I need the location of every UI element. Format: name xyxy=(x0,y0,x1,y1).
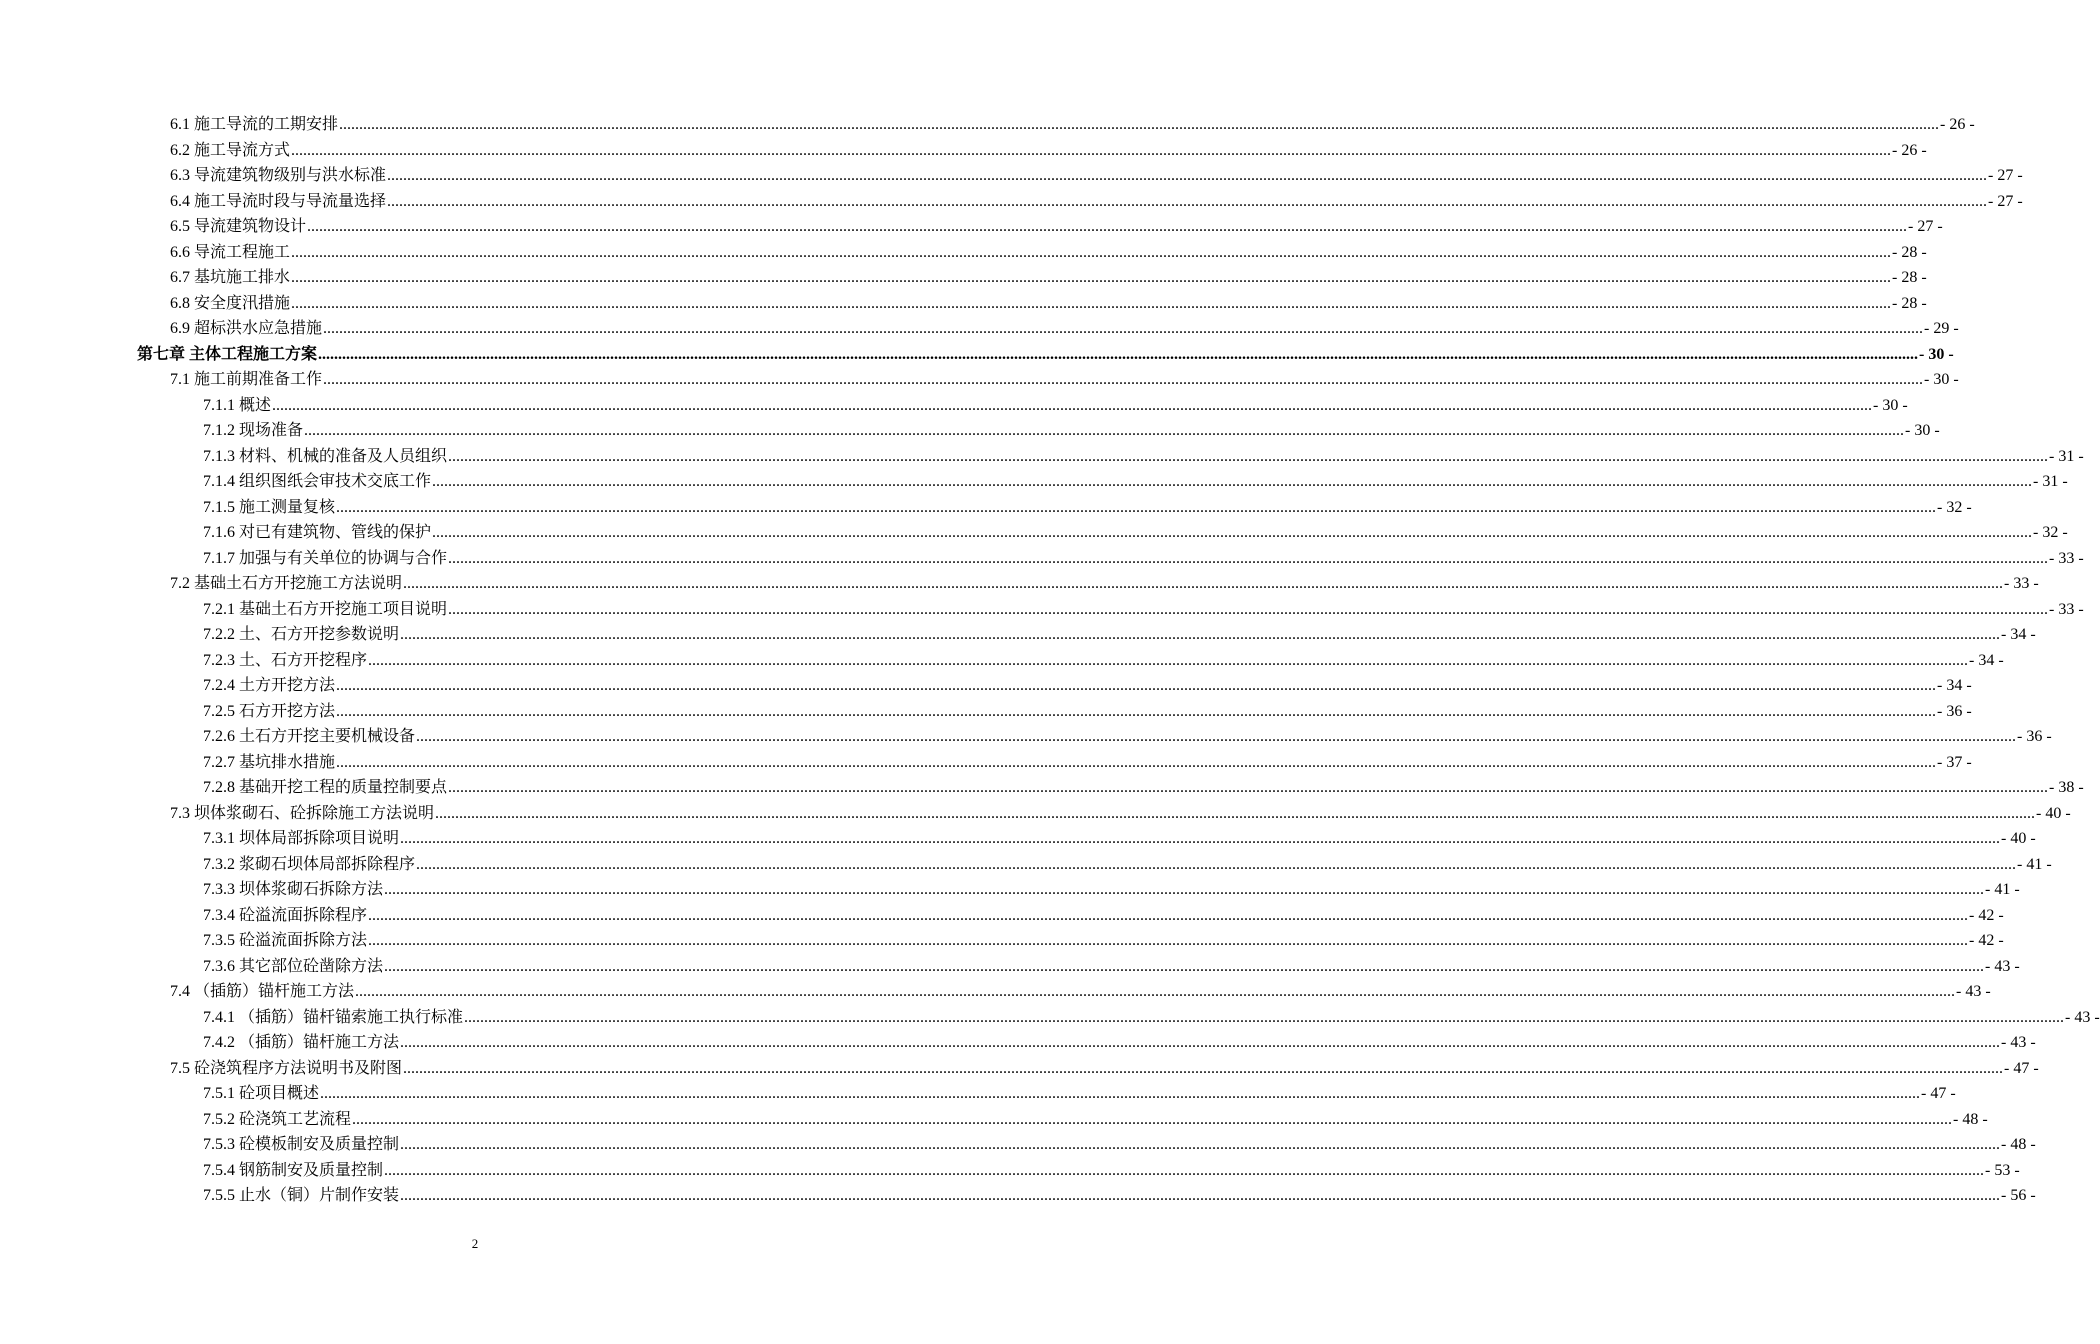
toc-entry-page: - 33 - xyxy=(2049,600,2084,618)
toc-entry-page: - 32 - xyxy=(1937,498,1972,516)
toc-leader-dots: ................................................................................................................................................................................................................................................................................................................................................................................................................ xyxy=(400,1187,2001,1204)
toc-entry-page: - 40 - xyxy=(2001,830,2036,847)
toc-entry-label: 7.1.1 概述 xyxy=(203,396,272,414)
toc-entry-page: - 26 - xyxy=(1892,141,1927,159)
toc-entry[interactable] xyxy=(203,1083,1956,1105)
toc-entry-label: 7.4.1 （插筋）锚杆锚索施工执行标准 xyxy=(203,1008,464,1026)
toc-entry-label: 6.8 安全度汛措施 xyxy=(170,294,291,312)
toc-entry-label: 7.4 （插筋）锚杆施工方法 xyxy=(170,983,355,1000)
toc-leader-dots: ................................................................................................................................................................................................................................................................................................................................................................................................................ xyxy=(291,294,1892,312)
toc-entry-label: 7.5.4 钢筋制安及质量控制 xyxy=(203,1161,384,1179)
toc-entry-label: 7.2 基础土石方开挖施工方法说明 xyxy=(170,575,403,592)
toc-entry[interactable] xyxy=(203,752,1972,774)
toc-entry-page: - 43 - xyxy=(1985,957,2020,975)
toc-entry-label: 7.1 施工前期准备工作 xyxy=(170,371,323,388)
toc-entry-label: 6.9 超标洪水应急措施 xyxy=(170,320,323,337)
toc-entry[interactable] xyxy=(170,369,1959,391)
toc-entry[interactable] xyxy=(203,777,2084,799)
toc-entry-label: 7.1.2 现场准备 xyxy=(203,422,304,439)
toc-leader-dots: ................................................................................................................................................................................................................................................................................................................................................................................................................ xyxy=(320,1085,1921,1102)
toc-leader-dots: ................................................................................................................................................................................................................................................................................................................................................................................................................ xyxy=(448,549,2049,567)
toc-entry[interactable] xyxy=(203,1109,1988,1131)
toc-entry-page: - 41 - xyxy=(2017,855,2052,873)
toc-entry-page: - 43 - xyxy=(1956,983,1991,1000)
toc-entry-page: - 37 - xyxy=(1937,753,1972,771)
toc-entry-label: 6.3 导流建筑物级别与洪水标准 xyxy=(170,167,387,184)
toc-leader-dots: ................................................................................................................................................................................................................................................................................................................................................................................................................ xyxy=(448,447,2049,465)
toc-leader-dots: ................................................................................................................................................................................................................................................................................................................................................................................................................ xyxy=(336,702,1937,720)
toc-entry-label: 7.5.3 砼模板制安及质量控制 xyxy=(203,1136,400,1153)
toc-entry[interactable] xyxy=(203,1007,2100,1029)
toc-entry-label: 7.2.1 基础土石方开挖施工项目说明 xyxy=(203,600,448,618)
toc-entry-page: - 34 - xyxy=(1969,651,2004,669)
toc-entry[interactable] xyxy=(203,956,2020,978)
toc-leader-dots: ................................................................................................................................................................................................................................................................................................................................................................................................................ xyxy=(291,269,1892,286)
toc-leader-dots: ................................................................................................................................................................................................................................................................................................................................................................................................................ xyxy=(432,524,2033,541)
toc-entry-page: - 42 - xyxy=(1969,932,2004,949)
toc-entry[interactable] xyxy=(170,803,2071,825)
toc-entry-page: - 32 - xyxy=(2033,524,2068,541)
toc-entry[interactable] xyxy=(170,165,2023,187)
toc-leader-dots: ................................................................................................................................................................................................................................................................................................................................................................................................................ xyxy=(432,473,2033,490)
toc-entry[interactable] xyxy=(203,650,2004,672)
toc-entry-label: 6.1 施工导流的工期安排 xyxy=(170,116,339,133)
toc-leader-dots: ................................................................................................................................................................................................................................................................................................................................................................................................................ xyxy=(291,141,1892,159)
toc-entry[interactable] xyxy=(203,395,1908,417)
toc-entry[interactable] xyxy=(203,1032,2036,1054)
toc-entry-label: 7.3.2 浆砌石坝体局部拆除程序 xyxy=(203,855,416,873)
toc-entry-page: - 28 - xyxy=(1892,294,1927,312)
toc-entry-label: 7.2.3 土、石方开挖程序 xyxy=(203,651,368,669)
toc-leader-dots: ................................................................................................................................................................................................................................................................................................................................................................................................................ xyxy=(403,575,2004,592)
toc-entry-page: - 33 - xyxy=(2049,549,2084,567)
toc-entry-label: 7.3.3 坝体浆砌石拆除方法 xyxy=(203,881,384,898)
toc-entry-label: 7.3 坝体浆砌石、砼拆除施工方法说明 xyxy=(170,804,435,822)
toc-entry-page: - 41 - xyxy=(1985,881,2020,898)
toc-leader-dots: ................................................................................................................................................................................................................................................................................................................................................................................................................ xyxy=(384,957,1985,975)
toc-entry-label: 7.1.5 施工测量复核 xyxy=(203,498,336,516)
toc-entry[interactable] xyxy=(203,446,2084,468)
toc-leader-dots: ................................................................................................................................................................................................................................................................................................................................................................................................................ xyxy=(318,345,1919,363)
toc-leader-dots: ................................................................................................................................................................................................................................................................................................................................................................................................................ xyxy=(336,753,1937,771)
toc-leader-dots: ................................................................................................................................................................................................................................................................................................................................................................................................................ xyxy=(307,218,1908,235)
toc-entry-label: 7.2.6 土石方开挖主要机械设备 xyxy=(203,728,416,745)
toc-entry[interactable] xyxy=(170,293,1927,315)
toc-entry-page: - 26 - xyxy=(1940,116,1975,133)
toc-entry-label: 7.4.2 （插筋）锚杆施工方法 xyxy=(203,1034,400,1051)
toc-entry[interactable] xyxy=(203,1134,2036,1156)
toc-entry-page: - 30 - xyxy=(1873,396,1908,414)
toc-entry-label: 7.2.5 石方开挖方法 xyxy=(203,702,336,720)
toc-entry-page: - 43 - xyxy=(2001,1034,2036,1051)
toc-entry[interactable] xyxy=(170,981,1991,1003)
toc-entry[interactable] xyxy=(170,1058,2039,1080)
toc-leader-dots: ................................................................................................................................................................................................................................................................................................................................................................................................................ xyxy=(448,779,2049,796)
toc-leader-dots: ................................................................................................................................................................................................................................................................................................................................................................................................................ xyxy=(400,1034,2001,1051)
toc-entry[interactable] xyxy=(203,854,2052,876)
toc-entry-page: - 34 - xyxy=(1937,677,1972,694)
toc-leader-dots: ................................................................................................................................................................................................................................................................................................................................................................................................................ xyxy=(464,1008,2065,1026)
toc-leader-dots: ................................................................................................................................................................................................................................................................................................................................................................................................................ xyxy=(339,116,1940,133)
toc-entry[interactable] xyxy=(203,497,1972,519)
toc-entry-page: - 38 - xyxy=(2049,779,2084,796)
toc-entry-page: - 30 - xyxy=(1919,345,1954,363)
toc-chapter-entry[interactable] xyxy=(137,344,1954,366)
toc-leader-dots: ................................................................................................................................................................................................................................................................................................................................................................................................................ xyxy=(304,422,1905,439)
toc-entry-label: 7.2.7 基坑排水措施 xyxy=(203,753,336,771)
toc-leader-dots: ................................................................................................................................................................................................................................................................................................................................................................................................................ xyxy=(384,1161,1985,1179)
toc-entry-page: - 29 - xyxy=(1924,320,1959,337)
toc-entry-label: 7.5.1 砼项目概述 xyxy=(203,1085,320,1102)
toc-entry[interactable] xyxy=(170,140,1927,162)
toc-leader-dots: ................................................................................................................................................................................................................................................................................................................................................................................................................ xyxy=(384,881,1985,898)
toc-entry-page: - 33 - xyxy=(2004,575,2039,592)
toc-entry[interactable] xyxy=(170,191,2023,213)
toc-entry-label: 7.1.7 加强与有关单位的协调与合作 xyxy=(203,549,448,567)
toc-entry[interactable] xyxy=(203,701,1972,723)
toc-entry-page: - 47 - xyxy=(1921,1085,1956,1102)
toc-entry-label: 6.7 基坑施工排水 xyxy=(170,269,291,286)
toc-entry[interactable] xyxy=(203,522,2068,544)
toc-entry-page: - 28 - xyxy=(1892,243,1927,261)
toc-leader-dots: ................................................................................................................................................................................................................................................................................................................................................................................................................ xyxy=(368,906,1969,924)
toc-leader-dots: ................................................................................................................................................................................................................................................................................................................................................................................................................ xyxy=(448,600,2049,618)
toc-leader-dots: ................................................................................................................................................................................................................................................................................................................................................................................................................ xyxy=(387,167,1988,184)
toc-leader-dots: ................................................................................................................................................................................................................................................................................................................................................................................................................ xyxy=(355,983,1956,1000)
toc-entry-page: - 31 - xyxy=(2049,447,2084,465)
toc-entry-page: - 53 - xyxy=(1985,1161,2020,1179)
toc-entry-label: 第七章 主体工程施工方案 xyxy=(137,345,318,363)
toc-entry-label: 7.1.6 对已有建筑物、管线的保护 xyxy=(203,524,432,541)
toc-entry-label: 6.5 导流建筑物设计 xyxy=(170,218,307,235)
toc-entry[interactable] xyxy=(203,624,2036,646)
toc-leader-dots: ................................................................................................................................................................................................................................................................................................................................................................................................................ xyxy=(291,243,1892,261)
toc-leader-dots: ................................................................................................................................................................................................................................................................................................................................................................................................................ xyxy=(435,804,2036,822)
toc-entry[interactable] xyxy=(170,216,1943,238)
toc-entry-label: 7.3.5 砼溢流面拆除方法 xyxy=(203,932,368,949)
page-number: 2 xyxy=(471,1236,479,1251)
toc-entry[interactable] xyxy=(203,675,1972,697)
toc-entry-label: 6.6 导流工程施工 xyxy=(170,243,291,261)
toc-entry-page: - 48 - xyxy=(2001,1136,2036,1153)
toc-leader-dots: ................................................................................................................................................................................................................................................................................................................................................................................................................ xyxy=(416,728,2017,745)
toc-entry-page: - 36 - xyxy=(1937,702,1972,720)
toc-leader-dots: ................................................................................................................................................................................................................................................................................................................................................................................................................ xyxy=(400,830,2001,847)
toc-leader-dots: ................................................................................................................................................................................................................................................................................................................................................................................................................ xyxy=(368,932,1969,949)
toc-entry-label: 7.2.8 基础开挖工程的质量控制要点 xyxy=(203,779,448,796)
toc-entry-label: 7.2.4 土方开挖方法 xyxy=(203,677,336,694)
toc-leader-dots: ................................................................................................................................................................................................................................................................................................................................................................................................................ xyxy=(400,1136,2001,1153)
toc-entry[interactable] xyxy=(203,471,2068,493)
toc-entry[interactable] xyxy=(170,114,1975,136)
toc-entry-page: - 47 - xyxy=(2004,1059,2039,1077)
toc-leader-dots: ................................................................................................................................................................................................................................................................................................................................................................................................................ xyxy=(336,677,1937,694)
toc-entry-label: 7.3.4 砼溢流面拆除程序 xyxy=(203,906,368,924)
toc-entry[interactable] xyxy=(170,267,1927,289)
toc-entry-label: 6.4 施工导流时段与导流量选择 xyxy=(170,192,387,210)
toc-entry[interactable] xyxy=(170,242,1927,264)
toc-entry-page: - 42 - xyxy=(1969,906,2004,924)
toc-entry-label: 6.2 施工导流方式 xyxy=(170,141,291,159)
toc-entry-page: - 27 - xyxy=(1988,192,2023,210)
toc-entry[interactable] xyxy=(203,1185,2036,1207)
toc-entry[interactable] xyxy=(203,548,2084,570)
toc-entry[interactable] xyxy=(203,420,1940,442)
toc-entry-label: 7.1.4 组织图纸会审技术交底工作 xyxy=(203,473,432,490)
toc-entry[interactable] xyxy=(203,828,2036,850)
toc-leader-dots: ................................................................................................................................................................................................................................................................................................................................................................................................................ xyxy=(368,651,1969,669)
toc-leader-dots: ................................................................................................................................................................................................................................................................................................................................................................................................................ xyxy=(403,1059,2004,1077)
toc-entry-page: - 36 - xyxy=(2017,728,2052,745)
toc-leader-dots: ................................................................................................................................................................................................................................................................................................................................................................................................................ xyxy=(323,371,1924,388)
toc-entry-page: - 30 - xyxy=(1905,422,1940,439)
toc-entry-page: - 27 - xyxy=(1908,218,1943,235)
toc-entry-label: 7.5.5 止水（铜）片制作安装 xyxy=(203,1187,400,1204)
toc-leader-dots: ................................................................................................................................................................................................................................................................................................................................................................................................................ xyxy=(400,626,2001,643)
toc-entry-label: 7.5 砼浇筑程序方法说明书及附图 xyxy=(170,1059,403,1077)
toc-entry-page: - 31 - xyxy=(2033,473,2068,490)
toc-entry[interactable] xyxy=(203,930,2004,952)
toc-entry-page: - 34 - xyxy=(2001,626,2036,643)
toc-entry-page: - 40 - xyxy=(2036,804,2071,822)
toc-entry-page: - 48 - xyxy=(1953,1110,1988,1128)
toc-entry[interactable] xyxy=(203,879,2020,901)
toc-entry-label: 7.3.1 坝体局部拆除项目说明 xyxy=(203,830,400,847)
toc-entry-page: - 30 - xyxy=(1924,371,1959,388)
toc-entry-page: - 56 - xyxy=(2001,1187,2036,1204)
toc-entry-label: 7.3.6 其它部位砼凿除方法 xyxy=(203,957,384,975)
toc-leader-dots: ................................................................................................................................................................................................................................................................................................................................................................................................................ xyxy=(352,1110,1953,1128)
toc-entry-label: 7.5.2 砼浇筑工艺流程 xyxy=(203,1110,352,1128)
toc-entry[interactable] xyxy=(203,599,2084,621)
toc-entry[interactable] xyxy=(203,1160,2020,1182)
toc-entry-label: 7.2.2 土、石方开挖参数说明 xyxy=(203,626,400,643)
toc-entry-label: 7.1.3 材料、机械的准备及人员组织 xyxy=(203,447,448,465)
toc-entry[interactable] xyxy=(203,726,2052,748)
toc-entry[interactable] xyxy=(170,318,1959,340)
toc-leader-dots: ................................................................................................................................................................................................................................................................................................................................................................................................................ xyxy=(387,192,1988,210)
toc-entry[interactable] xyxy=(170,573,2039,595)
toc-leader-dots: ................................................................................................................................................................................................................................................................................................................................................................................................................ xyxy=(336,498,1937,516)
toc-entry-page: - 28 - xyxy=(1892,269,1927,286)
toc-leader-dots: ................................................................................................................................................................................................................................................................................................................................................................................................................ xyxy=(416,855,2017,873)
toc-entry-page: - 27 - xyxy=(1988,167,2023,184)
toc-entry[interactable] xyxy=(203,905,2004,927)
toc-leader-dots: ................................................................................................................................................................................................................................................................................................................................................................................................................ xyxy=(272,396,1873,414)
toc-leader-dots: ................................................................................................................................................................................................................................................................................................................................................................................................................ xyxy=(323,320,1924,337)
toc-entry-page: - 43 - xyxy=(2065,1008,2100,1026)
